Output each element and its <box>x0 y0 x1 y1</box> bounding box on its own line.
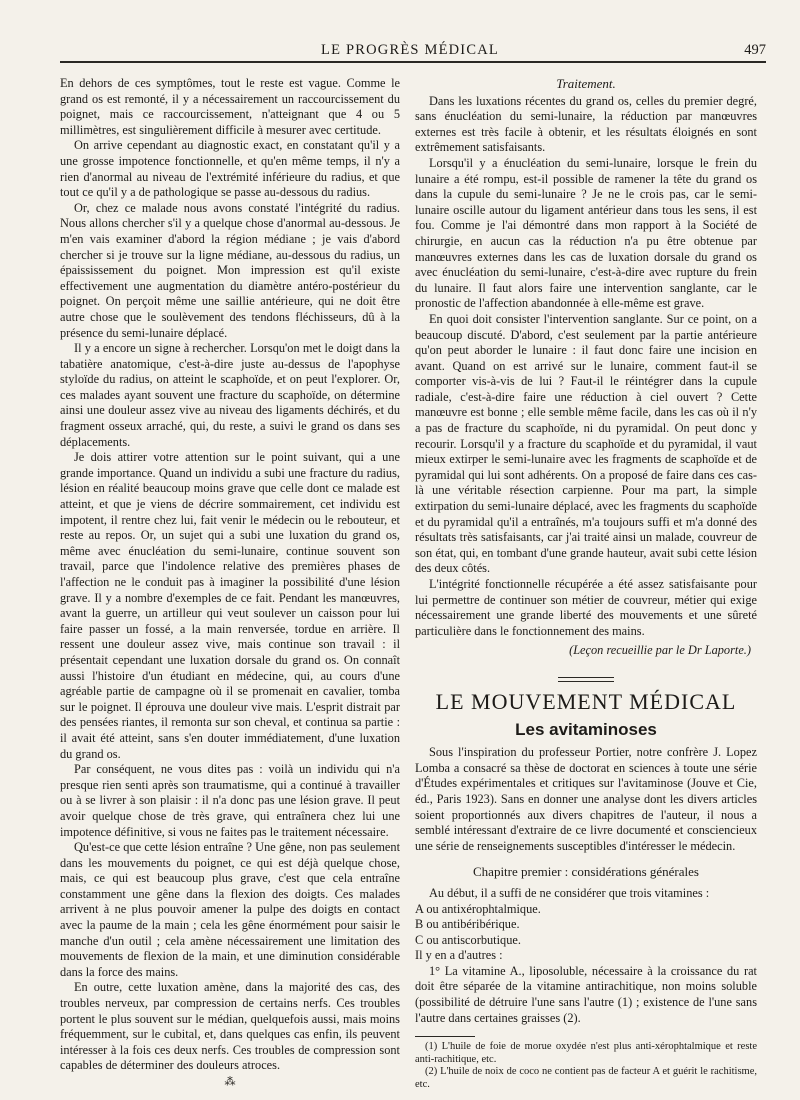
paragraph: Or, chez ce malade nous avons constaté l'intégrité du radius. Nous allons chercher s'il y a quelque chose d'anormal au-dessous. Je m'en vais examiner d'abord la région médiane ; je vais d'abord chercher si je trouve sur la ligne médiane, au-dessous du radius, un épaississement du poignet. Mon impression est qu'il existe effectivement une augmentation du diamètre antéro-postérieur du poignet. On perçoit même une saillie antérieure, qui ne doit être autre chose que le soulèvement des tendons fléchisseurs, dû à la présence du semi-lunaire déplacé. <box>60 200 400 340</box>
chapter-title: Chapitre premier : considérations générales <box>473 864 699 880</box>
list-item: C ou antiscorbutique. <box>415 932 521 947</box>
article-intro: Sous l'inspiration du professeur Portier, notre confrère J. Lopez Lomba a consacré sa thèse de doctorat en sciences à toute une série d'Études expérimentales et critiques sur l'avitaminose (Jouve et Cie, éd., Paris 1923). Sans en donner une analyse dont les divers articles soient proportionnés aux divers chapitres de l'auteur, il nous a semblé intéressant d'extraire de ce livre documenté et consciencieux une série de renseignements susceptibles d'intéresser le médecin. <box>415 745 757 853</box>
list-item: A ou antixérophtalmique. <box>415 901 541 916</box>
right-column <box>415 76 757 1091</box>
section-title: LE MOUVEMENT MÉDICAL <box>435 688 737 714</box>
header-rule <box>60 61 766 63</box>
footnote: (1) L'huile de foie de morue oxydée n'est plus anti-xérophtalmique et reste anti-rachitique, etc. <box>415 1041 757 1065</box>
paragraph: En dehors de ces symptômes, tout le reste est vague. Comme le grand os est remonté, il y a nécessairement un raccourcissement du poignet, mais ce raccourcissement, n'atteignant que 4 ou 5 millimètres, est singulièrement difficile à mesurer avec certitude. <box>60 76 400 137</box>
list-item: B ou antibéribérique. <box>415 917 520 932</box>
paragraph: Il y a encore un signe à rechercher. Lorsqu'on met le doigt dans la tabatière anatomique, c'est-à-dire juste au-dessus de l'apophyse styloïde du radius, on atteint le scaphoïde, et on peut l'explorer. Or, ces malades ayant souvent une fracture du scaphoïde, on détermine ainsi une douleur assez vive au niveau des ligaments déchirés, et du fragment osseux arraché, qui, du reste, a suivi le grand os dans ses déplacements. <box>60 341 400 449</box>
footnote: (2) L'huile de noix de coco ne contient pas de facteur A et guérit le rachitisme, etc. <box>415 1066 757 1090</box>
paragraph: Par conséquent, ne vous dites pas : voilà un individu qui n'a presque rien senti après son traumatisme, qui a continué à travailler ou à se livrer à son plaisir : il n'a donc pas une lésion grave. Il peut avoir quelque chose de très grave, qui entraînera chez lui une impotence définitive, si vous ne faites pas le traitement nécessaire. <box>60 762 400 839</box>
paragraph: En outre, cette luxation amène, dans la majorité des cas, des troubles nerveux, par compression de certains nerfs. Ces troubles portent le plus souvent sur le médian, quelquefois aussi, mais moins fréquemment, sur le cubital, et, dans quelques cas enfin, ils peuvent intéresser à la fois ces deux nerfs. Ces troubles de compression sont capables de déterminer des douleurs atroces. <box>60 980 400 1073</box>
left-column <box>60 76 400 1087</box>
paragraph: Qu'est-ce que cette lésion entraîne ? Une gêne, non pas seulement dans les mouvements du poignet, ce qui est déjà quelque chose, mais, ce qui est beaucoup plus grave, c'est que cela entraîne constamment une gêne dans la flexion des doigts. Ces malades arrivent à ne plus pouvoir amener la pulpe des doigts en contact avec la paume de la main ; cela les gêne énormément pour saisir le manche d'un outil ; cela amène nécessairement une limitation des mouvements de flexion de la main, et une diminution considérable dans la force des mains. <box>60 840 400 979</box>
paragraph: En quoi doit consister l'intervention sanglante. Sur ce point, on a beaucoup discuté. D'abord, c'est seulement par la partie antérieure qu'on peut aborder le lunaire : il faut donc faire une incision en avant. Quand on est arrivé sur le lunaire, comment faut-il se comporter vis-à-vis de lui ? Faut-il le réintégrer dans la cupule radiale, c'est-à-dire faire une réduction à ciel ouvert ? Cette manœuvre est bonne ; elle semble même facile, dans les cas où il n'y a pas de fracture du scaphoïde, ni du pyramidal. On peut donc y recourir. Lorsqu'il y a fracture du scaphoïde et du pyramidal, il vaut mieux extirper le semi-lunaire avec les fragments de scaphoïde et de pyramidal qui lui sont adhérents. On a proposé de faire dans ces cas-là une véritable résection carpienne. Pour ma part, la simple extirpation du semi-lunaire déplacé, avec les fragments du scaphoïde et du pyramidal qu'il a entraînés, m'a toujours suffi et m'a donné des résultats très satisfaisants, car j'ai traité ainsi un malade, couvreur de son état, qui, en tombant d'une grande hauteur, avait subi cette lésion des deux côtés. <box>415 311 757 576</box>
paragraph: L'intégrité fonctionnelle récupérée a été assez satisfaisante pour lui permettre de continuer son métier de couvreur, métier qui exige nécessairement une grande liberté des mouvements et une sûreté particulière dans le fonctionnement des mains. <box>415 577 757 638</box>
section-heading-treatment: Traitement. <box>556 76 616 91</box>
paragraph: Je dois attirer votre attention sur le point suivant, qui a une grande importance. Quand un individu a subi une fracture du radius, lésion en réalité beaucoup moins grave que celle dont ce malade est atteint, et que je viens de décrire sommairement, cet individu est impotent, il rentre chez lui, fait venir le médecin ou le rebouteur, et reste au repos. Or, un sujet qui a subi une luxation du grand os, même avec énucléation du semi-lunaire, continue souvent son travail, parce que l'indolence relative des premières phases de l'affection ne le conduit pas à imaginer la possibilité d'une lésion grave. Il y a nombre d'exemples de ce fait. Pendant les manœuvres, avant la guerre, un artilleur qui veut soulever un caisson pour lui faire passer un fossé, a la main renversée, tordue en arrière. Il ressent une douleur assez vive, mais continue son travail : il présentait cependant une luxation dorsale du grand os. On connaît aussi l'histoire d'un étudiant en médecine, qui, au cours d'une agréable partie de campagne où il se promenait en cavalier, tomba sur le poignet. Il éprouva une douleur vive mais. L'esprit distrait par des pensées riantes, il remonta sur son cheval, et continua sa partie : il avait été atteint, sans s'en douter immédiatement, d'une luxation du grand os. <box>60 450 400 761</box>
paragraph: 1° La vitamine A., liposoluble, nécessaire à la croissance du rat doit être séparée de la vitamine antirachitique, non moins soluble (possibilité de détruire l'une sans l'autre (1) ; existence de l'une sans l'autre dans certaines graisses (2). <box>415 963 757 1025</box>
asterism: ⁂ <box>224 1076 236 1088</box>
chapter-intro: Au début, il a suffi de ne considérer que trois vitamines : <box>429 885 710 900</box>
paragraph: Dans les luxations récentes du grand os, celles du premier degré, sans énucléation du semi-lunaire, la réduction par manœuvres externes est très facile à obtenir, et les résultats éloignés en sont extrêmement satisfaisants. <box>415 93 757 155</box>
divider <box>558 677 614 678</box>
footnote-rule <box>415 1036 475 1037</box>
running-title: LE PROGRÈS MÉDICAL <box>321 42 499 58</box>
list-item: Il y en a d'autres : <box>415 948 503 963</box>
divider <box>558 681 614 682</box>
paragraph: On arrive cependant au diagnostic exact, en constatant qu'il y a une grosse impotence fonctionnelle, et qu'en même temps, il n'y a rien d'anormal au niveau de l'extrémité inférieure du radius, et que tout ce qu'il y a de pathologique se passe au-dessous du radius. <box>60 138 400 200</box>
paragraph: Lorsqu'il y a énucléation du semi-lunaire, lorsque le frein du lunaire a été rompu, est-il possible de ramener la tête du grand os dans la cupule du semi-lunaire ? Je ne le crois pas, car le semi-lunaire oscille autour du ligament antérieur dans tous les sens, il est fou. Comme je l'ai démontré dans mon rapport à la Société de chirurgie, en aucun cas la réduction n'a pu être obtenue par manœuvres externes dans les cas de luxation dorsale du grand os avec énucléation du semi-lunaire, c'est-à-dire avec rupture du frein du lunaire. Il faut alors faire une intervention sanglante, car le pronostic de l'affection abandonnée à elle-même est grave. <box>415 155 757 311</box>
article-title: Les avitaminoses <box>515 719 657 739</box>
page-number: 497 <box>744 42 766 58</box>
signature: (Leçon recueillie par le Dr Laporte.) <box>569 643 751 658</box>
